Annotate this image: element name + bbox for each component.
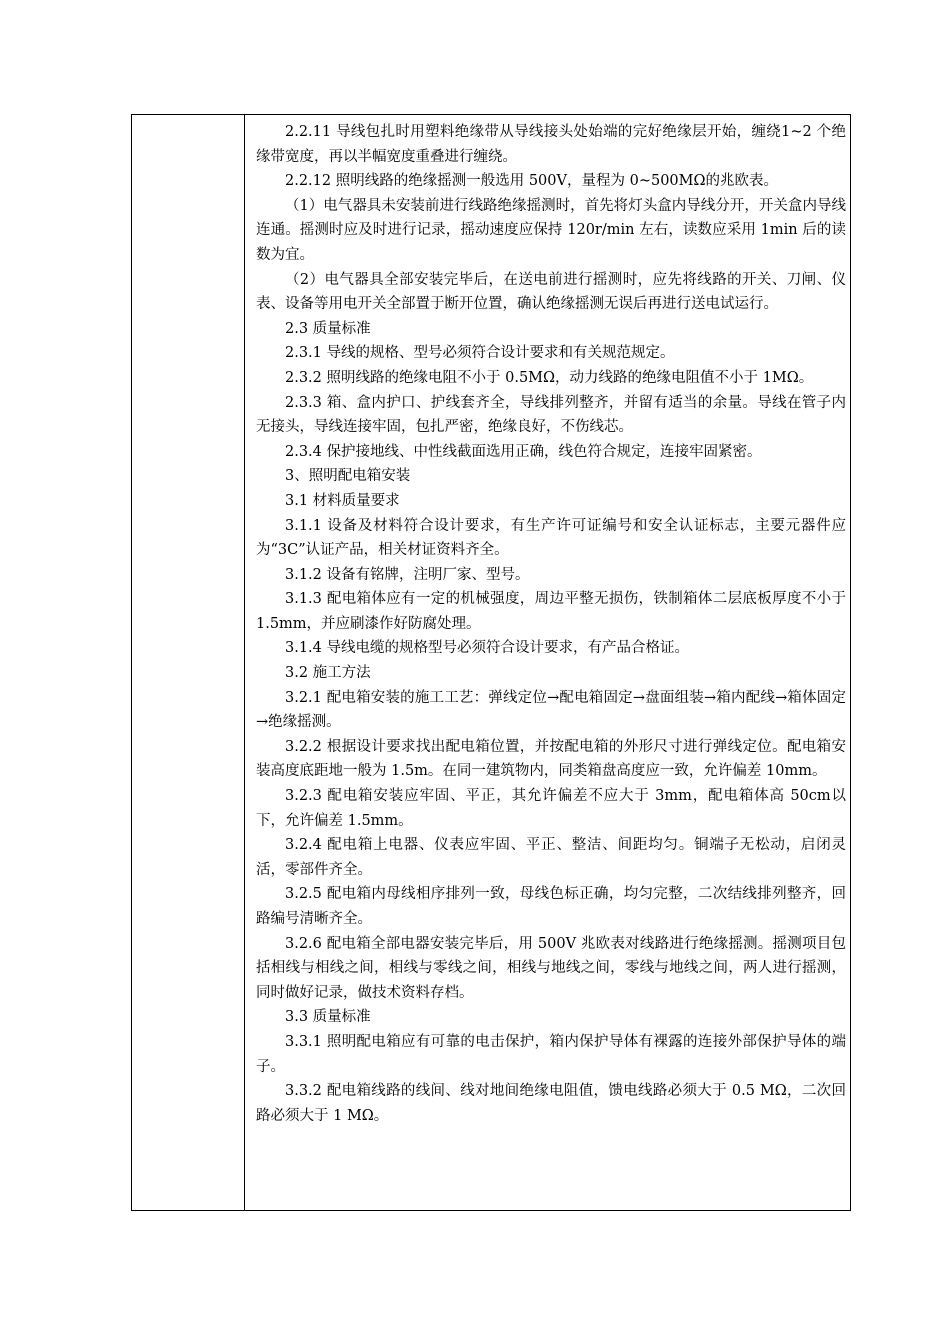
paragraph: 2.3.2 照明线路的绝缘电阻不小于 0.5MΩ，动力线路的绝缘电阻值不小于 1MΩ。 bbox=[285, 369, 814, 386]
paragraph: 2.2.12 照明线路的绝缘摇测一般选用 500V，量程为 0~500MΩ的兆欧表。 bbox=[285, 173, 779, 190]
paragraph: 3.2.6 配电箱全部电器安装完毕后，用 500V 兆欧表对线路进行绝缘摇测。摇测项目包括相线与相线之间，相线与零线之间，相线与地线之间，零线与地线之间，两人进行摇测，同时做好记录，做技术资料存档。 bbox=[256, 935, 846, 1001]
paragraph: 2.3.3 箱、盒内护口、护线套齐全，导线排列整齐，并留有适当的余量。导线在管子内无接头，导线连接牢固，包扎严密，绝缘良好，不伤线芯。 bbox=[256, 394, 846, 436]
paragraph: 2.3.4 保护接地线、中性线截面选用正确，线色符合规定，连接牢固紧密。 bbox=[285, 443, 762, 460]
paragraph: 2.3.1 导线的规格、型号必须符合设计要求和有关规范规定。 bbox=[285, 345, 675, 362]
paragraph: （2）电气器具全部安装完毕后，在送电前进行摇测时，应先将线路的开关、刀闸、仪表、设备等用电开关全部置于断开位置，确认绝缘摇测无误后再进行送电试运行。 bbox=[256, 271, 846, 313]
paragraph: 3.3.2 配电箱线路的线间、线对地间绝缘电阻值，馈电线路必须大于 0.5 MΩ，二次回路必须大于 1 MΩ。 bbox=[256, 1083, 846, 1124]
paragraph: 3.1.2 设备有铭牌，注明厂家、型号。 bbox=[285, 566, 530, 583]
paragraph: 3.2.5 配电箱内母线相序排列一致，母线色标正确，均匀完整，二次结线排列整齐，回路编号清晰齐全。 bbox=[256, 886, 846, 927]
section-heading: 3、照明配电箱安装 bbox=[285, 468, 411, 485]
document-table bbox=[131, 114, 851, 1211]
section-heading: 3.3 质量标准 bbox=[285, 1009, 371, 1026]
paragraph: 3.2.1 配电箱安装的施工工艺：弹线定位→配电箱固定→盘面组装→箱内配线→箱体固定→绝缘摇测。 bbox=[256, 689, 846, 731]
left-cell bbox=[132, 115, 245, 1210]
paragraph: 3.3.1 照明配电箱应有可靠的电击保护，箱内保护导体有裸露的连接外部保护导体的端子。 bbox=[256, 1033, 846, 1075]
paragraph: 3.2.2 根据设计要求找出配电箱位置，并按配电箱的外形尺寸进行弹线定位。配电箱安装高度底距地一般为 1.5m。在同一建筑物内，同类箱盘高度应一致，允许偏差 10mm。 bbox=[256, 738, 846, 780]
paragraph: 3.1.3 配电箱体应有一定的机械强度，周边平整无损伤，铁制箱体二层底板厚度不小于 1.5mm，并应刷漆作好防腐处理。 bbox=[256, 591, 846, 632]
section-heading: 3.2 施工方法 bbox=[285, 665, 371, 682]
paragraph: （1）电气器具未安装前进行线路绝缘摇测时，首先将灯头盒内导线分开，开关盒内导线连通。摇测时应及时进行记录，摇动速度应保持 120r/min 左右，读数应采用 1min 后的读数为宜。 bbox=[256, 197, 846, 263]
paragraph: 2.2.11 导线包扎时用塑料绝缘带从导线接头处始端的完好绝缘层开始，缠绕1~2 个绝缘带宽度，再以半幅宽度重叠进行缠绕。 bbox=[256, 124, 846, 165]
content-cell bbox=[256, 120, 846, 1128]
paragraph: 3.1.4 导线电缆的规格型号必须符合设计要求，有产品合格证。 bbox=[285, 640, 690, 657]
paragraph: 3.1.1 设备及材料符合设计要求，有生产许可证编号和安全认证标志，主要元器件应为“3C”认证产品，相关材证资料齐全。 bbox=[256, 517, 846, 559]
section-heading: 3.1 材料质量要求 bbox=[285, 492, 400, 509]
section-heading: 2.3 质量标准 bbox=[285, 320, 371, 337]
paragraph: 3.2.4 配电箱上电器、仪表应牢固、平正、整洁、间距均匀。铜端子无松动，启闭灵活，零部件齐全。 bbox=[256, 837, 846, 878]
paragraph: 3.2.3 配电箱安装应牢固、平正，其允许偏差不应大于 3mm，配电箱体高 50cm以下，允许偏差 1.5mm。 bbox=[256, 788, 846, 829]
